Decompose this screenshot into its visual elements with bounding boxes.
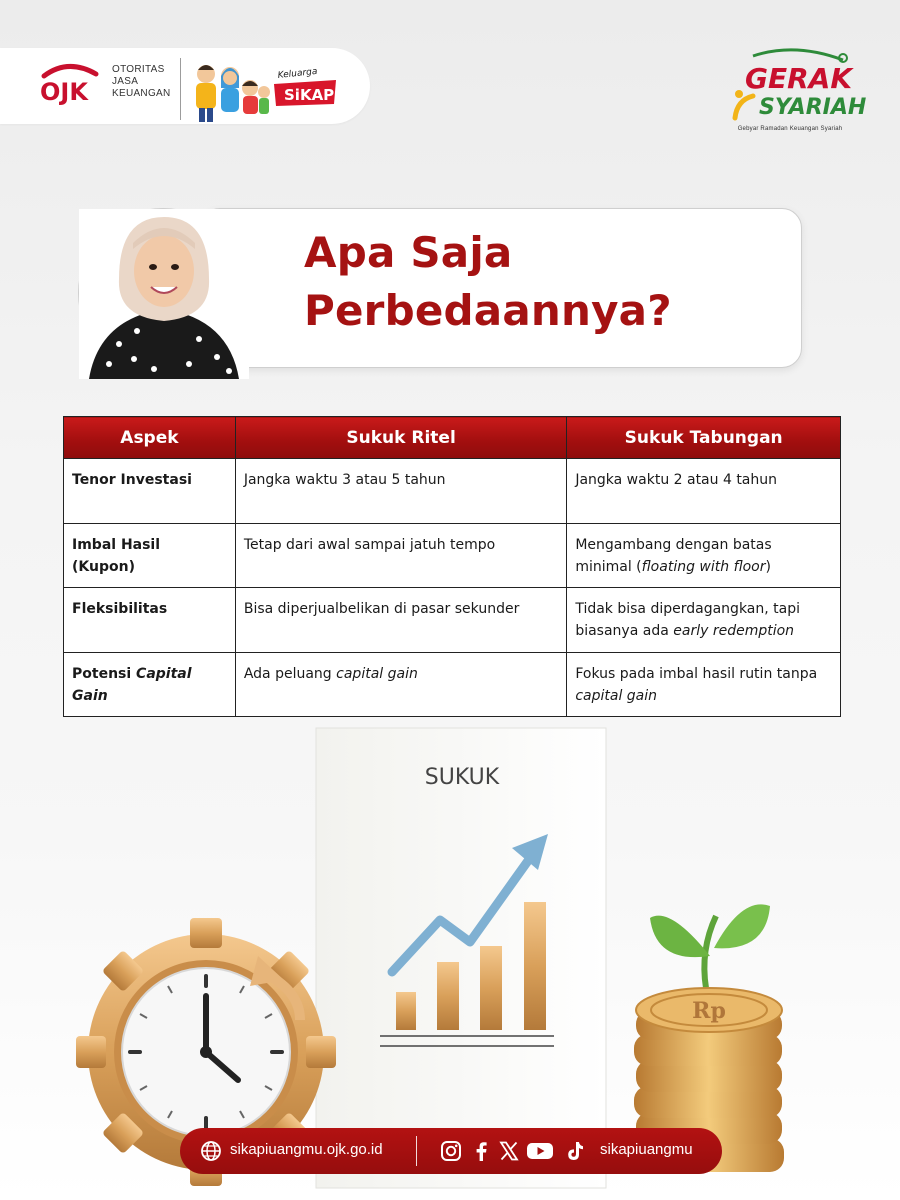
sukuk-ritel-cell: Tetap dari awal sampai jatuh tempo: [235, 524, 566, 588]
cell-italic-text: capital gain: [575, 688, 658, 704]
sukuk-document: [316, 728, 606, 1188]
ojk-mark-text: OJK: [40, 78, 88, 106]
aspect-cell: Tenor Investasi: [64, 459, 236, 524]
cell-italic-text: early redemption: [673, 623, 795, 639]
cell-italic-text: capital gain: [336, 666, 418, 682]
website-link[interactable]: sikapiuangmu.ojk.go.id: [230, 1141, 383, 1158]
table-row: [64, 653, 841, 717]
cell-text: Ada peluang: [243, 666, 337, 682]
header-aspek: Aspek: [64, 417, 236, 459]
gerak-syariah-logo: [725, 48, 867, 138]
sukuk-ritel-cell: [235, 653, 566, 717]
globe-icon: [200, 1140, 222, 1162]
gerak-tagline: Gebyar Ramadan Keuangan Syariah: [737, 126, 843, 132]
comparison-table: [63, 416, 841, 717]
title-line-2: Perbedaannya?: [304, 286, 672, 335]
cell-text: Tidak bisa diperdagangkan, tapi biasanya ada: [575, 601, 800, 639]
table-header-row: [64, 417, 841, 459]
title-line-1: Apa Saja: [304, 228, 513, 277]
table-row: [64, 459, 841, 524]
sikapi-mascots-illustration: [190, 58, 270, 124]
sukuk-tabungan-cell: [567, 653, 841, 717]
svg-text:GERAK: GERAK: [745, 62, 853, 95]
svg-text:SYARIAH: SYARIAH: [759, 95, 867, 120]
presenter-avatar: [78, 208, 248, 378]
coin-symbol: Rp: [692, 998, 726, 1024]
x-icon[interactable]: [498, 1140, 520, 1162]
table-row: [64, 588, 841, 653]
cell-italic-text: floating with floor: [641, 559, 766, 575]
header-sukuk-tabungan: Sukuk Tabungan: [567, 417, 841, 459]
svg-text:SiKAPI: SiKAPI: [284, 86, 340, 104]
sukuk-tabungan-cell: Jangka waktu 2 atau 4 tahun: [567, 459, 841, 524]
facebook-icon[interactable]: [470, 1140, 492, 1162]
ojk-logo: [38, 60, 106, 106]
ojk-wordmark: [112, 64, 182, 100]
ojk-line-3: KEUANGAN: [112, 88, 171, 99]
sukuk-ritel-cell: Jangka waktu 3 atau 5 tahun: [235, 459, 566, 524]
footer-bar: [180, 1128, 722, 1174]
aspect-cell: [64, 653, 236, 717]
cell-italic-text: Capital Gain: [72, 666, 192, 704]
sukuk-tabungan-cell: [567, 588, 841, 653]
tiktok-icon[interactable]: [564, 1140, 586, 1162]
header-divider: [180, 58, 181, 120]
ojk-line-2: JASA: [112, 76, 139, 87]
sikapi-logo: [270, 64, 340, 108]
presenter-photo: [79, 209, 249, 379]
cell-text: Fokus pada imbal hasil rutin tanpa: [575, 666, 818, 682]
instagram-icon[interactable]: [440, 1140, 462, 1162]
svg-text:Keluarga: Keluarga: [277, 66, 318, 81]
sukuk-tabungan-cell: [567, 524, 841, 588]
sukuk-sign-label: SUKUK: [424, 765, 500, 790]
sukuk-ritel-cell: Bisa diperjualbelikan di pasar sekunder: [235, 588, 566, 653]
page-title: [304, 224, 784, 340]
aspect-cell: Imbal Hasil (Kupon): [64, 524, 236, 588]
header-sukuk-ritel: Sukuk Ritel: [235, 417, 566, 459]
cell-text: ): [765, 559, 771, 575]
aspect-cell: Fleksibilitas: [64, 588, 236, 653]
cell-text: Potensi: [72, 666, 137, 682]
cell-text: Mengambang dengan batas minimal (: [575, 537, 772, 575]
social-handle[interactable]: sikapiuangmu: [600, 1141, 693, 1158]
ojk-line-1: OTORITAS: [112, 64, 165, 75]
youtube-icon[interactable]: [526, 1140, 554, 1162]
table-row: [64, 524, 841, 588]
footer-divider: [416, 1136, 417, 1166]
